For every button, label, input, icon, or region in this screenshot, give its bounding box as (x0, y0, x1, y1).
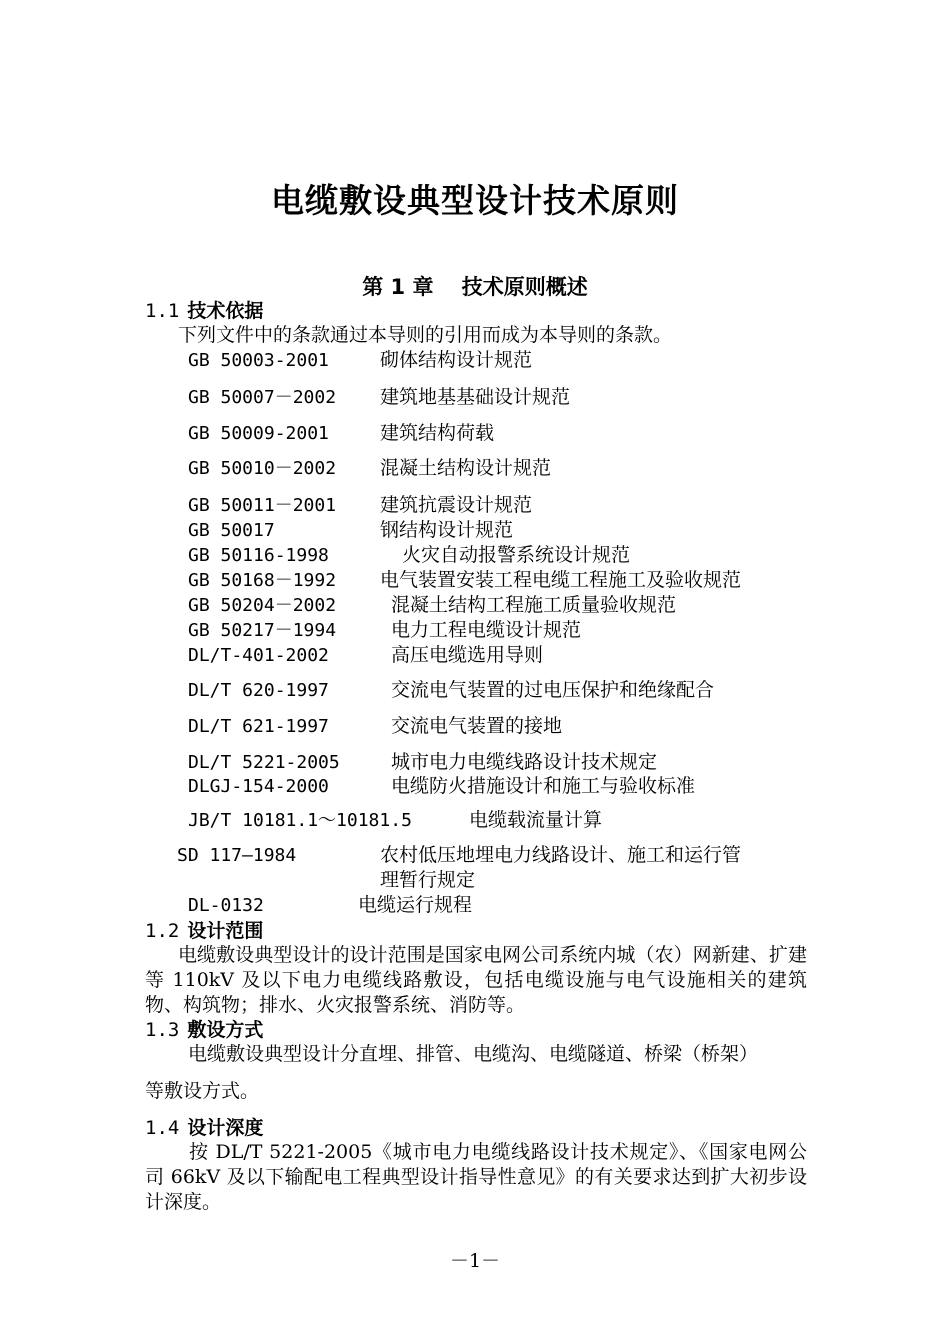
reference-code: DL/T 621-1997 (188, 716, 329, 737)
reference-code: GB 50003-2001 (188, 350, 329, 371)
reference-code: GB 50017 (188, 520, 275, 541)
section-number: 1.2 (145, 920, 180, 942)
page-number: －1－ (449, 1250, 501, 1272)
reference-code: GB 50116-1998 (188, 545, 329, 566)
section-title: 设计范围 (187, 920, 264, 942)
reference-code: DL-0132 (188, 895, 264, 916)
reference-name: 农村低压地埋电力线路设计、施工和运行管 (380, 844, 742, 866)
section-number: 1.4 (145, 1117, 180, 1139)
reference-code: JB/T 10181.1～10181.5 (188, 810, 412, 831)
reference-code: GB 50010－2002 (188, 458, 337, 479)
reference-code: GB 50168－1992 (188, 570, 337, 591)
reference-name: 钢结构设计规范 (380, 519, 514, 541)
section-body: 电缆敷设典型设计的设计范围是国家电网公司系统内城（农）网新建、扩建等 110kV 及以下电力电缆线路敷设，包括电缆设施与电气设施相关的建筑物、构筑物；排水、火灾报警系统、消防等。 (145, 944, 807, 1016)
reference-code: DL/T 5221-2005 (188, 752, 340, 773)
section-heading-1-3 (145, 1017, 263, 1043)
reference-code: GB 50204－2002 (188, 595, 337, 616)
reference-code: DLGJ-154-2000 (188, 776, 329, 797)
reference-name: 建筑结构荷载 (380, 422, 495, 444)
section-body-continued: 等敷设方式。 (145, 1080, 260, 1102)
reference-name: 混凝土结构设计规范 (380, 457, 552, 479)
reference-code: SD 117—1984 (177, 845, 297, 866)
reference-code: DL/T-401-2002 (188, 645, 329, 666)
reference-name: 电缆载流量计算 (469, 809, 603, 831)
reference-name: 建筑地基基础设计规范 (380, 386, 571, 408)
document-title: 电缆敷设典型设计技术原则 (271, 181, 679, 220)
section-body: 按 DL/T 5221-2005《城市电力电缆线路设计技术规定》、《国家电网公司 66kV 及以下输配电工程典型设计指导性意见》的有关要求达到扩大初步设计深度。 (145, 1141, 807, 1213)
reference-name: 交流电气装置的过电压保护和绝缘配合 (391, 679, 715, 701)
reference-name: 电缆防火措施设计和施工与验收标准 (391, 775, 696, 797)
reference-name-continued: 理暂行规定 (380, 869, 476, 891)
reference-name: 电力工程电缆设计规范 (391, 619, 582, 641)
reference-name: 火灾自动报警系统设计规范 (402, 544, 631, 566)
reference-name: 高压电缆选用导则 (391, 644, 544, 666)
reference-code: GB 50217－1994 (188, 620, 337, 641)
reference-code: GB 50009-2001 (188, 423, 329, 444)
reference-code: GB 50011－2001 (188, 495, 337, 516)
reference-name: 交流电气装置的接地 (391, 715, 563, 737)
section-heading-1-4 (145, 1115, 263, 1141)
reference-name: 城市电力电缆线路设计技术规定 (391, 751, 658, 773)
section-intro: 下列文件中的条款通过本导则的引用而成为本导则的条款。 (178, 324, 673, 346)
reference-name: 混凝土结构工程施工质量验收规范 (391, 594, 677, 616)
reference-name: 建筑抗震设计规范 (380, 494, 533, 516)
section-number: 1.1 (145, 300, 180, 322)
section-body: 电缆敷设典型设计分直埋、排管、电缆沟、电缆隧道、桥梁（桥架） (188, 1043, 759, 1065)
section-number: 1.3 (145, 1019, 180, 1041)
section-heading-1-2 (145, 918, 263, 944)
reference-name: 砌体结构设计规范 (380, 349, 533, 371)
chapter-title: 第 1 章 技术原则概述 (362, 275, 588, 299)
section-title: 技术依据 (187, 300, 264, 322)
reference-name: 电缆运行规程 (358, 894, 473, 916)
section-heading-1-1 (145, 298, 263, 324)
section-title: 设计深度 (187, 1117, 264, 1139)
section-title: 敷设方式 (187, 1019, 264, 1041)
reference-name: 电气装置安装工程电缆工程施工及验收规范 (380, 569, 742, 591)
reference-code: GB 50007－2002 (188, 387, 337, 408)
reference-code: DL/T 620-1997 (188, 680, 329, 701)
